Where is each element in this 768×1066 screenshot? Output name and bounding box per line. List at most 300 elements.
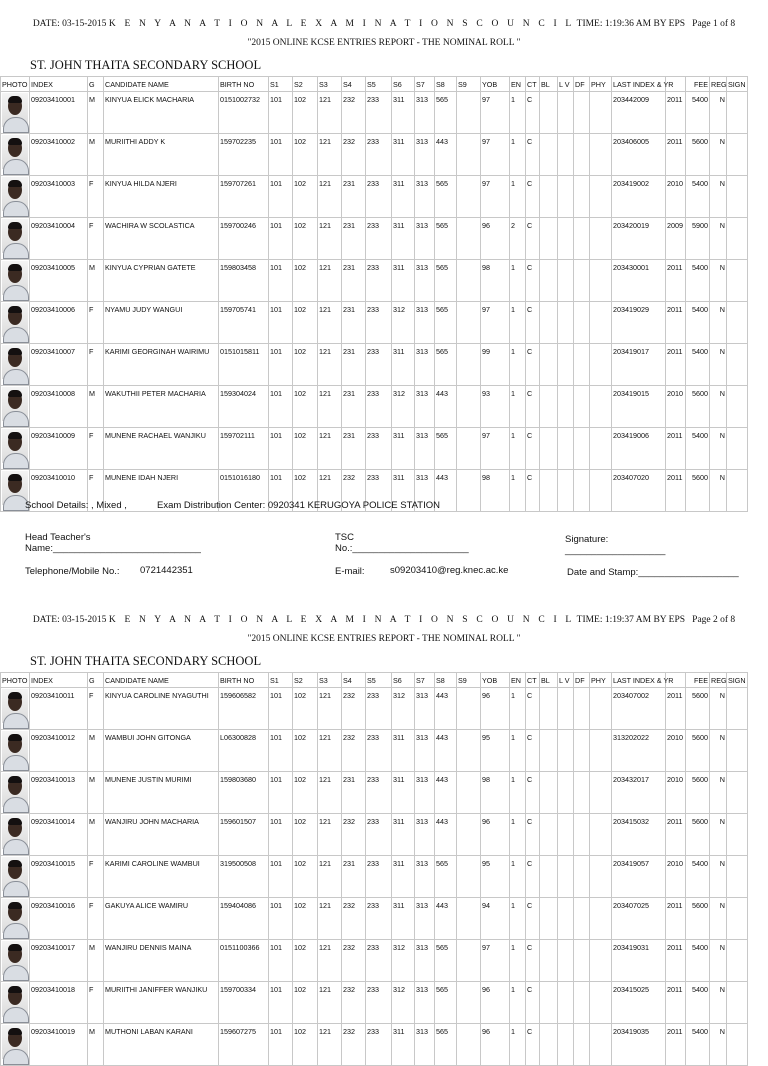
table-cell: 312 bbox=[392, 302, 415, 344]
table-cell: N bbox=[710, 940, 727, 982]
table-cell: 233 bbox=[366, 92, 392, 134]
table-cell: 101 bbox=[269, 1024, 293, 1066]
table-cell: 159607275 bbox=[219, 1024, 269, 1066]
table-cell: 102 bbox=[293, 302, 318, 344]
table-cell: 09203410011 bbox=[30, 688, 88, 730]
table-cell: 97 bbox=[481, 134, 510, 176]
table-cell bbox=[574, 1024, 590, 1066]
photo-cell bbox=[1, 218, 30, 260]
report-date: DATE: 03-15-2015 bbox=[32, 615, 107, 625]
column-header: YOB bbox=[481, 673, 510, 688]
photo-cell bbox=[1, 428, 30, 470]
table-cell: 102 bbox=[293, 688, 318, 730]
table-cell: 96 bbox=[481, 1024, 510, 1066]
table-cell: 232 bbox=[342, 1024, 366, 1066]
table-cell: 1 bbox=[510, 730, 526, 772]
table-cell: C bbox=[526, 218, 540, 260]
table-cell: C bbox=[526, 134, 540, 176]
table-cell: 09203410019 bbox=[30, 1024, 88, 1066]
table-cell: 09203410010 bbox=[30, 470, 88, 512]
table-cell: 121 bbox=[318, 428, 342, 470]
table-cell bbox=[457, 730, 481, 772]
table-cell bbox=[540, 344, 558, 386]
table-cell bbox=[574, 176, 590, 218]
table-cell: 102 bbox=[293, 470, 318, 512]
table-cell: 159304024 bbox=[219, 386, 269, 428]
table-cell: 101 bbox=[269, 302, 293, 344]
candidate-photo bbox=[2, 857, 28, 891]
table-cell: N bbox=[710, 856, 727, 898]
photo-cell bbox=[1, 814, 30, 856]
table-cell: 5600 bbox=[686, 772, 710, 814]
column-header: BIRTH NO bbox=[219, 77, 269, 92]
table-cell: 2011 bbox=[666, 1024, 686, 1066]
report-title: "2015 ONLINE KCSE ENTRIES REPORT - THE NOMINAL ROLL " bbox=[247, 38, 521, 48]
table-cell: 09203410013 bbox=[30, 772, 88, 814]
table-cell: 1 bbox=[510, 386, 526, 428]
table-cell: WAKUTHII PETER MACHARIA bbox=[104, 386, 219, 428]
table-cell: 5400 bbox=[686, 344, 710, 386]
table-cell: 101 bbox=[269, 898, 293, 940]
table-cell: 102 bbox=[293, 344, 318, 386]
table-cell: 101 bbox=[269, 470, 293, 512]
table-cell: 2011 bbox=[666, 982, 686, 1024]
column-header: CANDIDATE NAME bbox=[104, 673, 219, 688]
table-cell: 311 bbox=[392, 92, 415, 134]
table-cell bbox=[727, 940, 748, 982]
head-teacher-name-field: Name:____________________________ bbox=[25, 543, 201, 554]
table-cell bbox=[727, 218, 748, 260]
table-cell: KINYUA ELICK MACHARIA bbox=[104, 92, 219, 134]
table-cell: 102 bbox=[293, 134, 318, 176]
nominal-roll-table bbox=[0, 76, 748, 512]
table-cell: 565 bbox=[435, 92, 457, 134]
table-cell: 203419015 bbox=[612, 386, 666, 428]
photo-cell bbox=[1, 134, 30, 176]
table-cell: 101 bbox=[269, 218, 293, 260]
table-cell: MUNENE IDAH NJERI bbox=[104, 470, 219, 512]
table-cell: 313 bbox=[415, 1024, 435, 1066]
candidate-photo bbox=[2, 135, 28, 169]
table-cell bbox=[727, 730, 748, 772]
table-cell: 121 bbox=[318, 134, 342, 176]
table-cell: M bbox=[88, 940, 104, 982]
table-cell bbox=[590, 302, 612, 344]
table-cell: 233 bbox=[366, 134, 392, 176]
table-cell: 203419031 bbox=[612, 940, 666, 982]
table-cell: 2011 bbox=[666, 134, 686, 176]
table-cell: 233 bbox=[366, 302, 392, 344]
table-cell: 102 bbox=[293, 940, 318, 982]
table-cell: M bbox=[88, 260, 104, 302]
table-cell: C bbox=[526, 730, 540, 772]
table-cell: 159700334 bbox=[219, 982, 269, 1024]
table-cell: 313 bbox=[415, 772, 435, 814]
table-cell: 2010 bbox=[666, 856, 686, 898]
table-cell: 232 bbox=[342, 688, 366, 730]
table-cell: 09203410009 bbox=[30, 428, 88, 470]
nominal-roll-table bbox=[0, 672, 748, 1066]
candidate-photo bbox=[2, 815, 28, 849]
column-header: S5 bbox=[366, 77, 392, 92]
table-cell: 102 bbox=[293, 898, 318, 940]
table-row bbox=[1, 260, 748, 302]
table-cell: 231 bbox=[342, 428, 366, 470]
column-header: PHOTO bbox=[1, 77, 30, 92]
table-cell: 232 bbox=[342, 730, 366, 772]
table-cell bbox=[540, 386, 558, 428]
table-cell: C bbox=[526, 302, 540, 344]
table-cell: 121 bbox=[318, 730, 342, 772]
table-cell bbox=[574, 428, 590, 470]
table-cell: 231 bbox=[342, 856, 366, 898]
table-cell: MURIITHI ADDY K bbox=[104, 134, 219, 176]
table-cell bbox=[457, 856, 481, 898]
table-cell: 121 bbox=[318, 940, 342, 982]
table-cell: 312 bbox=[392, 940, 415, 982]
table-cell bbox=[457, 814, 481, 856]
table-cell bbox=[574, 856, 590, 898]
table-cell: 121 bbox=[318, 814, 342, 856]
table-cell bbox=[727, 134, 748, 176]
column-header: S7 bbox=[415, 673, 435, 688]
table-cell: 233 bbox=[366, 772, 392, 814]
table-cell: 231 bbox=[342, 302, 366, 344]
table-cell: 2011 bbox=[666, 470, 686, 512]
table-cell: 159702111 bbox=[219, 428, 269, 470]
table-cell: 2011 bbox=[666, 260, 686, 302]
table-cell bbox=[727, 898, 748, 940]
candidate-photo bbox=[2, 303, 28, 337]
table-cell bbox=[590, 260, 612, 302]
report-date: DATE: 03-15-2015 bbox=[32, 19, 107, 29]
table-cell: 101 bbox=[269, 814, 293, 856]
photo-cell bbox=[1, 982, 30, 1024]
table-cell: 1 bbox=[510, 772, 526, 814]
table-cell: 102 bbox=[293, 428, 318, 470]
table-cell bbox=[558, 260, 574, 302]
table-cell: MUNENE RACHAEL WANJIKU bbox=[104, 428, 219, 470]
table-cell: 09203410015 bbox=[30, 856, 88, 898]
table-cell: 09203410008 bbox=[30, 386, 88, 428]
table-cell bbox=[558, 772, 574, 814]
table-cell bbox=[574, 730, 590, 772]
column-header: S9 bbox=[457, 77, 481, 92]
table-cell bbox=[590, 218, 612, 260]
table-cell bbox=[558, 730, 574, 772]
table-cell: 99 bbox=[481, 344, 510, 386]
table-cell: 101 bbox=[269, 772, 293, 814]
table-cell: 97 bbox=[481, 302, 510, 344]
table-cell: 1 bbox=[510, 898, 526, 940]
table-cell bbox=[574, 218, 590, 260]
table-cell bbox=[727, 688, 748, 730]
table-cell bbox=[457, 772, 481, 814]
table-cell bbox=[457, 302, 481, 344]
table-cell: 203407002 bbox=[612, 688, 666, 730]
column-header: CT bbox=[526, 673, 540, 688]
table-cell: 2009 bbox=[666, 218, 686, 260]
table-cell: 159707261 bbox=[219, 176, 269, 218]
table-cell: 102 bbox=[293, 730, 318, 772]
table-cell bbox=[457, 470, 481, 512]
table-cell: N bbox=[710, 688, 727, 730]
table-cell: 565 bbox=[435, 1024, 457, 1066]
table-cell: C bbox=[526, 344, 540, 386]
table-cell: 2011 bbox=[666, 428, 686, 470]
table-cell: 312 bbox=[392, 386, 415, 428]
table-cell: 1 bbox=[510, 856, 526, 898]
table-row bbox=[1, 386, 748, 428]
table-cell: 2011 bbox=[666, 898, 686, 940]
table-cell bbox=[540, 428, 558, 470]
table-cell: 5400 bbox=[686, 856, 710, 898]
table-cell bbox=[457, 898, 481, 940]
table-cell: 313 bbox=[415, 218, 435, 260]
table-cell bbox=[457, 260, 481, 302]
table-cell: N bbox=[710, 898, 727, 940]
table-cell: 97 bbox=[481, 940, 510, 982]
table-cell bbox=[457, 428, 481, 470]
table-cell bbox=[540, 134, 558, 176]
table-cell bbox=[540, 814, 558, 856]
table-cell: F bbox=[88, 898, 104, 940]
table-cell: 09203410005 bbox=[30, 260, 88, 302]
table-cell: 233 bbox=[366, 856, 392, 898]
table-cell: 565 bbox=[435, 982, 457, 1024]
table-cell bbox=[457, 92, 481, 134]
table-cell: 5900 bbox=[686, 218, 710, 260]
table-cell: 97 bbox=[481, 176, 510, 218]
photo-cell bbox=[1, 1024, 30, 1066]
table-cell bbox=[590, 982, 612, 1024]
table-cell bbox=[540, 1024, 558, 1066]
table-cell: 233 bbox=[366, 260, 392, 302]
table-cell: 313 bbox=[415, 982, 435, 1024]
tsc-number-field: No.:______________________ bbox=[335, 543, 469, 554]
table-cell bbox=[540, 898, 558, 940]
table-cell: 1 bbox=[510, 260, 526, 302]
photo-cell bbox=[1, 940, 30, 982]
table-cell: 102 bbox=[293, 92, 318, 134]
table-cell: 313 bbox=[415, 134, 435, 176]
column-header: LAST INDEX & YR bbox=[612, 77, 666, 92]
table-cell: 443 bbox=[435, 470, 457, 512]
table-cell bbox=[558, 982, 574, 1024]
photo-cell bbox=[1, 92, 30, 134]
table-cell: 2 bbox=[510, 218, 526, 260]
table-cell: 2011 bbox=[666, 302, 686, 344]
table-cell: 443 bbox=[435, 386, 457, 428]
table-cell: N bbox=[710, 134, 727, 176]
table-cell: F bbox=[88, 302, 104, 344]
table-cell: N bbox=[710, 730, 727, 772]
table-cell: 232 bbox=[342, 92, 366, 134]
column-header: S5 bbox=[366, 673, 392, 688]
table-cell: 233 bbox=[366, 940, 392, 982]
table-cell: WACHIRA W SCOLASTICA bbox=[104, 218, 219, 260]
table-cell: MURIITHI JANIFFER WANJIKU bbox=[104, 982, 219, 1024]
table-cell: 102 bbox=[293, 982, 318, 1024]
column-header: S2 bbox=[293, 77, 318, 92]
table-cell: KINYUA CYPRIAN GATETE bbox=[104, 260, 219, 302]
column-header: S6 bbox=[392, 77, 415, 92]
column-header: PHY bbox=[590, 77, 612, 92]
table-cell: 313 bbox=[415, 92, 435, 134]
table-cell: 565 bbox=[435, 856, 457, 898]
table-cell: 203407025 bbox=[612, 898, 666, 940]
column-header: DF bbox=[574, 77, 590, 92]
column-header: SIGN bbox=[727, 77, 748, 92]
table-cell: MUTHONI LABAN KARANI bbox=[104, 1024, 219, 1066]
column-header: S8 bbox=[435, 77, 457, 92]
council-name: K E N Y A N A T I O N A L E X A M I N A T I O N S C O U N C I L bbox=[108, 19, 575, 29]
table-cell: 313 bbox=[415, 386, 435, 428]
table-cell: 159700246 bbox=[219, 218, 269, 260]
table-cell: 2010 bbox=[666, 730, 686, 772]
table-cell: 1 bbox=[510, 982, 526, 1024]
tsc-label: TSC bbox=[335, 532, 354, 543]
column-header: S4 bbox=[342, 77, 366, 92]
table-cell: 311 bbox=[392, 470, 415, 512]
table-cell: 09203410002 bbox=[30, 134, 88, 176]
table-cell: 96 bbox=[481, 982, 510, 1024]
candidate-photo bbox=[2, 345, 28, 379]
table-header-row bbox=[1, 77, 748, 92]
table-cell: N bbox=[710, 386, 727, 428]
table-cell bbox=[574, 772, 590, 814]
column-header: S3 bbox=[318, 673, 342, 688]
table-cell: 443 bbox=[435, 898, 457, 940]
table-cell bbox=[457, 134, 481, 176]
column-header: L V bbox=[558, 77, 574, 92]
table-cell: C bbox=[526, 470, 540, 512]
page-label: Page bbox=[692, 615, 711, 625]
table-cell: 121 bbox=[318, 982, 342, 1024]
column-header: S2 bbox=[293, 673, 318, 688]
table-cell: 311 bbox=[392, 260, 415, 302]
table-cell bbox=[727, 260, 748, 302]
table-cell bbox=[590, 428, 612, 470]
table-cell: 233 bbox=[366, 386, 392, 428]
table-cell bbox=[574, 92, 590, 134]
report-header-line bbox=[0, 615, 768, 625]
table-cell bbox=[590, 856, 612, 898]
report-time: TIME: 1:19:36 AM bbox=[576, 19, 652, 29]
table-cell: 565 bbox=[435, 260, 457, 302]
table-row bbox=[1, 134, 748, 176]
table-cell bbox=[574, 344, 590, 386]
candidate-photo bbox=[2, 941, 28, 975]
table-cell: 565 bbox=[435, 344, 457, 386]
table-cell bbox=[727, 386, 748, 428]
table-cell: N bbox=[710, 92, 727, 134]
table-cell: 5400 bbox=[686, 260, 710, 302]
table-cell bbox=[540, 302, 558, 344]
table-cell: 101 bbox=[269, 940, 293, 982]
table-cell: 311 bbox=[392, 218, 415, 260]
table-cell: N bbox=[710, 982, 727, 1024]
council-name: K E N Y A N A T I O N A L E X A M I N A T I O N S C O U N C I L bbox=[108, 615, 575, 625]
table-cell bbox=[727, 982, 748, 1024]
table-cell bbox=[558, 92, 574, 134]
table-cell: 233 bbox=[366, 344, 392, 386]
table-cell bbox=[727, 470, 748, 512]
head-teacher-label: Head Teacher's bbox=[25, 532, 91, 543]
table-cell: N bbox=[710, 260, 727, 302]
table-cell: 313 bbox=[415, 470, 435, 512]
table-cell bbox=[457, 386, 481, 428]
table-cell bbox=[574, 898, 590, 940]
photo-cell bbox=[1, 856, 30, 898]
table-cell bbox=[727, 428, 748, 470]
table-cell bbox=[558, 386, 574, 428]
table-cell: 313202022 bbox=[612, 730, 666, 772]
table-row bbox=[1, 428, 748, 470]
table-cell: 09203410004 bbox=[30, 218, 88, 260]
table-cell: 203432017 bbox=[612, 772, 666, 814]
table-cell: 96 bbox=[481, 688, 510, 730]
table-cell: 2011 bbox=[666, 814, 686, 856]
table-cell: N bbox=[710, 470, 727, 512]
table-cell bbox=[574, 470, 590, 512]
table-cell: 1 bbox=[510, 302, 526, 344]
table-cell bbox=[558, 940, 574, 982]
table-cell: N bbox=[710, 428, 727, 470]
table-cell bbox=[558, 898, 574, 940]
table-cell: 2011 bbox=[666, 940, 686, 982]
column-header: YOB bbox=[481, 77, 510, 92]
school-name: ST. JOHN THAITA SECONDARY SCHOOL bbox=[30, 58, 262, 72]
table-cell: 1 bbox=[510, 940, 526, 982]
table-cell: 311 bbox=[392, 856, 415, 898]
candidate-photo bbox=[2, 731, 28, 765]
table-cell: F bbox=[88, 428, 104, 470]
candidate-photo bbox=[2, 1025, 28, 1059]
column-header: LAST INDEX & YR bbox=[612, 673, 666, 688]
page-number: 1 of 8 bbox=[713, 19, 736, 29]
table-cell: 312 bbox=[392, 688, 415, 730]
table-cell bbox=[558, 344, 574, 386]
table-cell: 203419017 bbox=[612, 344, 666, 386]
table-cell: 96 bbox=[481, 218, 510, 260]
table-cell bbox=[540, 856, 558, 898]
table-cell bbox=[558, 1024, 574, 1066]
column-header: INDEX bbox=[30, 77, 88, 92]
table-cell: 313 bbox=[415, 344, 435, 386]
table-cell: C bbox=[526, 688, 540, 730]
table-cell bbox=[727, 814, 748, 856]
table-cell bbox=[574, 386, 590, 428]
column-header: DF bbox=[574, 673, 590, 688]
table-cell: F bbox=[88, 344, 104, 386]
table-cell: 313 bbox=[415, 898, 435, 940]
table-cell: 311 bbox=[392, 134, 415, 176]
table-cell: 121 bbox=[318, 856, 342, 898]
table-row bbox=[1, 302, 748, 344]
table-cell: 121 bbox=[318, 386, 342, 428]
table-cell: 232 bbox=[342, 898, 366, 940]
column-header: REG bbox=[710, 673, 727, 688]
table-row bbox=[1, 344, 748, 386]
table-cell: 98 bbox=[481, 260, 510, 302]
table-cell: 5400 bbox=[686, 982, 710, 1024]
table-cell: 0151002732 bbox=[219, 92, 269, 134]
table-cell: 232 bbox=[342, 134, 366, 176]
report-title: "2015 ONLINE KCSE ENTRIES REPORT - THE NOMINAL ROLL " bbox=[247, 634, 521, 644]
table-cell: 233 bbox=[366, 982, 392, 1024]
table-cell: NYAMU JUDY WANGUI bbox=[104, 302, 219, 344]
